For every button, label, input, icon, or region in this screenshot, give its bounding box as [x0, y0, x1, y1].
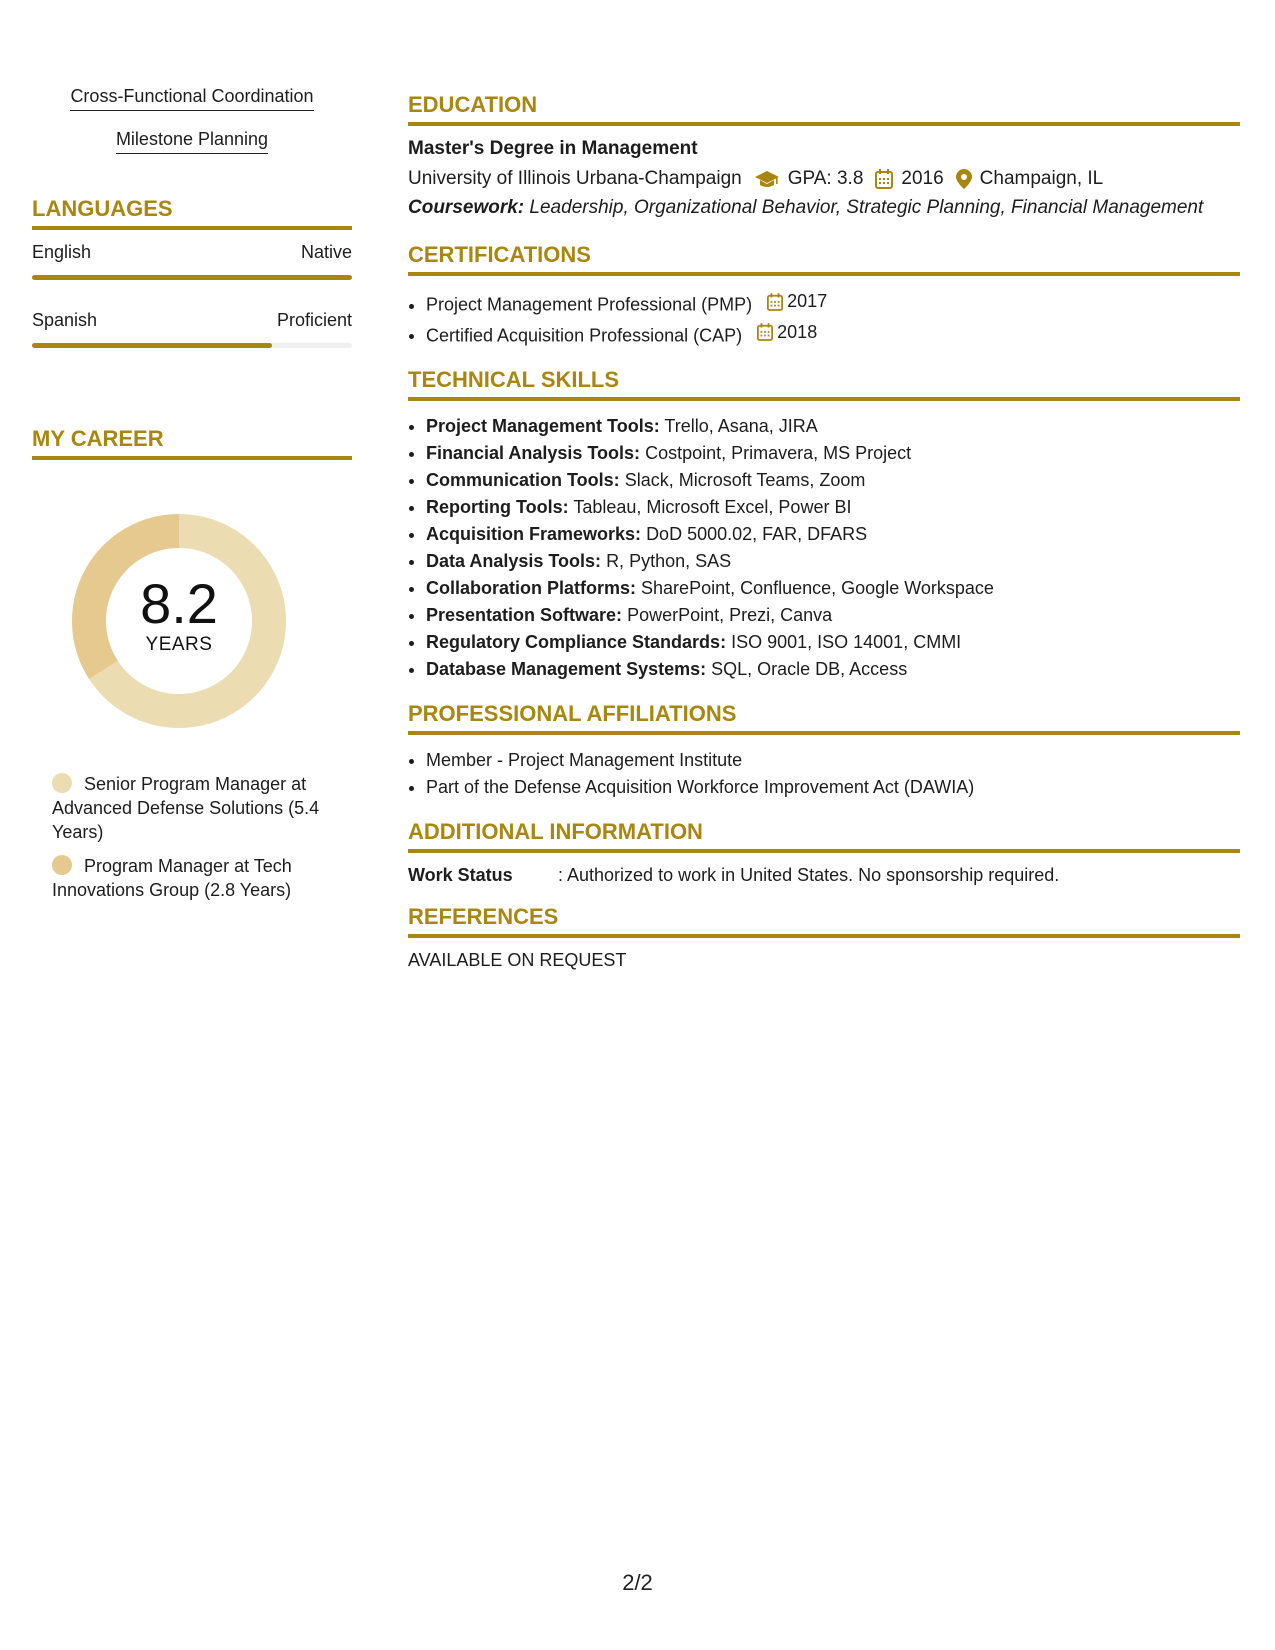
list-item: • Project Management Professional (PMP) 2017 — [426, 288, 1240, 319]
graduation-cap-icon — [754, 170, 780, 188]
language-item — [32, 310, 352, 348]
career-donut-chart — [64, 506, 294, 736]
list-item: • Part of the Defense Acquisition Workforce Improvement Act (DAWIA) — [426, 774, 1240, 801]
languages-heading: LANGUAGES — [32, 196, 352, 230]
language-level-bar — [32, 275, 352, 280]
certifications-heading: CERTIFICATIONS — [408, 242, 1240, 276]
career-total-years: 8.2 — [140, 572, 218, 635]
references-text: AVAILABLE ON REQUEST — [408, 950, 627, 970]
skill-tag: Cross-Functional Coordination — [32, 86, 352, 111]
affiliations-list — [408, 747, 1240, 801]
list-item: • Project Management Tools: Trello, Asana, JIRA — [426, 413, 1240, 440]
list-item: • Data Analysis Tools: R, Python, SAS — [426, 548, 1240, 575]
list-item: • Acquisition Frameworks: DoD 5000.02, FAR, DFARS — [426, 521, 1240, 548]
list-item: • Financial Analysis Tools: Costpoint, Primavera, MS Project — [426, 440, 1240, 467]
list-item: • Regulatory Compliance Standards: ISO 9001, ISO 14001, CMMI — [426, 629, 1240, 656]
language-level: Native — [300, 242, 352, 262]
career-legend-item: Program Manager at Tech Innovations Group (2.8 Years) — [52, 856, 292, 900]
education-coursework: Coursework: Leadership, Organizational Behavior, Strategic Planning, Financial Management — [408, 197, 1204, 218]
additional-info-heading: ADDITIONAL INFORMATION — [408, 819, 1240, 853]
list-item: • Database Management Systems: SQL, Oracle DB, Access — [426, 656, 1240, 683]
education-details — [408, 168, 1240, 190]
list-item: • Certified Acquisition Professional (CAP) 2018 — [426, 319, 1240, 350]
location-pin-icon — [956, 169, 972, 189]
right-column — [408, 92, 1240, 971]
work-status-value: : Authorized to work in United States. No sponsorship required. — [558, 865, 1060, 885]
education-heading: EDUCATION — [408, 92, 1240, 126]
language-level-fill — [32, 275, 352, 280]
affiliations-heading: PROFESSIONAL AFFILIATIONS — [408, 701, 1240, 735]
career-heading: MY CAREER — [32, 426, 352, 460]
education-school: University of Illinois Urbana-Champaign — [408, 168, 742, 189]
education-location: Champaign, IL — [979, 168, 1104, 189]
calendar-icon — [875, 169, 893, 189]
skill-tag: Milestone Planning — [32, 129, 352, 154]
language-level: Proficient — [276, 310, 352, 330]
certifications-list — [408, 288, 1240, 349]
list-item: • Presentation Software: PowerPoint, Prezi, Canva — [426, 602, 1240, 629]
technical-skills-list — [408, 413, 1240, 683]
left-column — [32, 86, 352, 912]
language-item — [32, 242, 352, 280]
work-status-label: Work Status — [408, 865, 513, 885]
work-status-row — [408, 865, 1240, 886]
legend-dot-icon — [52, 773, 72, 793]
education-gpa: GPA: 3.8 — [787, 168, 864, 189]
calendar-icon — [767, 293, 783, 311]
page-number: 2/2 — [622, 1570, 653, 1595]
language-level-fill — [32, 343, 272, 348]
legend-dot-icon — [52, 855, 72, 875]
career-total-unit: YEARS — [145, 634, 213, 655]
references-heading: REFERENCES — [408, 904, 1240, 938]
list-item: • Reporting Tools: Tableau, Microsoft Excel, Power BI — [426, 494, 1240, 521]
career-legend-item: Senior Program Manager at Advanced Defense Solutions (5.4 Years) — [52, 774, 320, 842]
technical-skills-heading: TECHNICAL SKILLS — [408, 367, 1240, 401]
list-item: • Communication Tools: Slack, Microsoft Teams, Zoom — [426, 467, 1240, 494]
language-level-bar — [32, 343, 352, 348]
calendar-icon — [757, 323, 773, 341]
career-legend — [32, 772, 352, 902]
language-name: English — [32, 242, 92, 262]
education-year: 2016 — [901, 168, 944, 189]
education-degree: Master's Degree in Management — [408, 138, 698, 159]
language-name: Spanish — [32, 310, 98, 330]
list-item: • Collaboration Platforms: SharePoint, Confluence, Google Workspace — [426, 575, 1240, 602]
list-item: • Member - Project Management Institute — [426, 747, 1240, 774]
